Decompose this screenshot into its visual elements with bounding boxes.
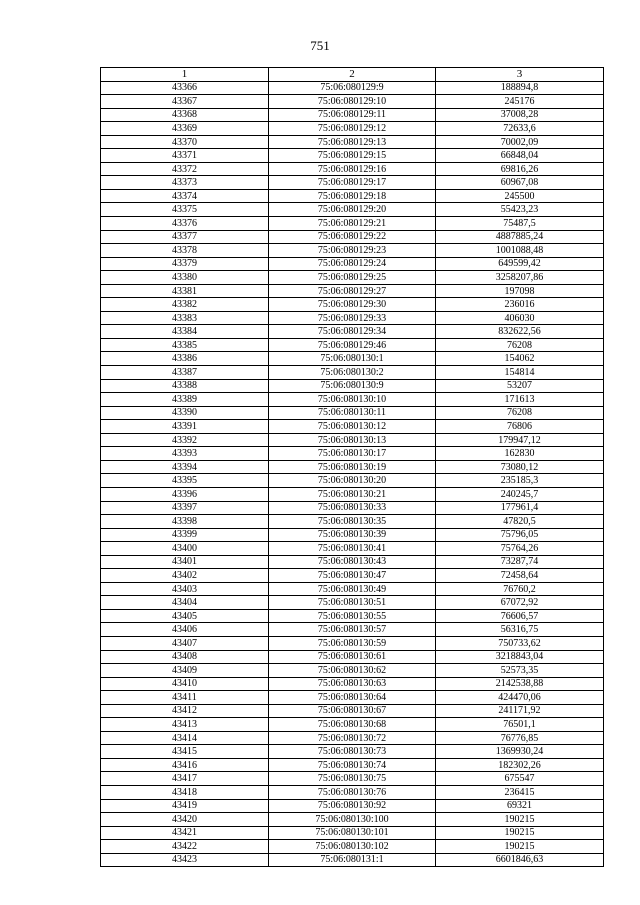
cell-value: 67072,92 [436, 596, 604, 610]
table-row [101, 433, 604, 447]
table-row [101, 379, 604, 393]
cell-number: 43395 [101, 474, 269, 488]
table-row [101, 189, 604, 203]
cell-cadastral-number: 75:06:080130:64 [269, 691, 436, 705]
cell-value: 75796,05 [436, 528, 604, 542]
table-row [101, 420, 604, 434]
table-row [101, 745, 604, 759]
cell-number: 43371 [101, 149, 269, 163]
cell-cadastral-number: 75:06:080129:21 [269, 217, 436, 231]
table-row [101, 108, 604, 122]
cell-cadastral-number: 75:06:080130:101 [269, 826, 436, 840]
table-row [101, 271, 604, 285]
cell-cadastral-number: 75:06:080130:57 [269, 623, 436, 637]
cell-value: 37008,28 [436, 108, 604, 122]
cell-number: 43394 [101, 460, 269, 474]
cell-number: 43405 [101, 609, 269, 623]
table-row [101, 284, 604, 298]
cell-number: 43399 [101, 528, 269, 542]
cell-cadastral-number: 75:06:080129:16 [269, 162, 436, 176]
table-row [101, 731, 604, 745]
cell-cadastral-number: 75:06:080130:17 [269, 447, 436, 461]
cell-number: 43388 [101, 379, 269, 393]
cell-value: 3218843,04 [436, 650, 604, 664]
table-row [101, 555, 604, 569]
table-row [101, 135, 604, 149]
cell-cadastral-number: 75:06:080129:20 [269, 203, 436, 217]
table-row [101, 840, 604, 854]
column-header: 3 [436, 68, 604, 82]
cell-cadastral-number: 75:06:080130:102 [269, 840, 436, 854]
cell-number: 43401 [101, 555, 269, 569]
table-row [101, 650, 604, 664]
cell-cadastral-number: 75:06:080131:1 [269, 853, 436, 867]
cell-cadastral-number: 75:06:080129:30 [269, 298, 436, 312]
cell-cadastral-number: 75:06:080130:72 [269, 731, 436, 745]
cell-cadastral-number: 75:06:080129:15 [269, 149, 436, 163]
cell-cadastral-number: 75:06:080130:10 [269, 393, 436, 407]
table-header [101, 68, 604, 82]
cell-cadastral-number: 75:06:080130:9 [269, 379, 436, 393]
cell-cadastral-number: 75:06:080129:9 [269, 81, 436, 95]
cell-number: 43421 [101, 826, 269, 840]
cell-value: 76501,1 [436, 718, 604, 732]
table-row [101, 609, 604, 623]
table-row [101, 95, 604, 109]
cell-cadastral-number: 75:06:080129:13 [269, 135, 436, 149]
cell-value: 235185,3 [436, 474, 604, 488]
cell-value: 245500 [436, 189, 604, 203]
cell-cadastral-number: 75:06:080130:2 [269, 366, 436, 380]
cell-number: 43393 [101, 447, 269, 461]
table-row [101, 691, 604, 705]
cell-value: 424470,06 [436, 691, 604, 705]
cell-number: 43374 [101, 189, 269, 203]
cell-number: 43389 [101, 393, 269, 407]
cell-number: 43418 [101, 785, 269, 799]
table-row [101, 704, 604, 718]
cell-cadastral-number: 75:06:080130:74 [269, 758, 436, 772]
table-row [101, 718, 604, 732]
cell-value: 182302,26 [436, 758, 604, 772]
cell-number: 43400 [101, 542, 269, 556]
table-row [101, 217, 604, 231]
table-row [101, 664, 604, 678]
table-row [101, 501, 604, 515]
table-row [101, 406, 604, 420]
cell-number: 43366 [101, 81, 269, 95]
cell-value: 52573,35 [436, 664, 604, 678]
cell-value: 154814 [436, 366, 604, 380]
cell-number: 43406 [101, 623, 269, 637]
cell-number: 43414 [101, 731, 269, 745]
cell-number: 43387 [101, 366, 269, 380]
table-row [101, 487, 604, 501]
cell-number: 43402 [101, 569, 269, 583]
cell-value: 2142538,88 [436, 677, 604, 691]
cell-number: 43403 [101, 582, 269, 596]
table-row [101, 460, 604, 474]
cell-cadastral-number: 75:06:080130:55 [269, 609, 436, 623]
table-row [101, 596, 604, 610]
cell-cadastral-number: 75:06:080130:63 [269, 677, 436, 691]
cell-number: 43422 [101, 840, 269, 854]
table-row [101, 244, 604, 258]
cell-number: 43420 [101, 813, 269, 827]
table-row [101, 853, 604, 867]
cell-number: 43407 [101, 636, 269, 650]
cell-value: 76776,85 [436, 731, 604, 745]
table-row [101, 122, 604, 136]
cell-number: 43383 [101, 311, 269, 325]
cell-number: 43411 [101, 691, 269, 705]
cell-cadastral-number: 75:06:080130:43 [269, 555, 436, 569]
cell-number: 43404 [101, 596, 269, 610]
cell-number: 43397 [101, 501, 269, 515]
cell-number: 43376 [101, 217, 269, 231]
cell-value: 236016 [436, 298, 604, 312]
cell-value: 1001088,48 [436, 244, 604, 258]
table-row [101, 826, 604, 840]
table-row [101, 758, 604, 772]
table-row [101, 799, 604, 813]
cell-number: 43412 [101, 704, 269, 718]
cell-value: 76806 [436, 420, 604, 434]
cell-value: 675547 [436, 772, 604, 786]
cell-number: 43384 [101, 325, 269, 339]
cell-number: 43419 [101, 799, 269, 813]
cell-value: 241171,92 [436, 704, 604, 718]
cell-number: 43396 [101, 487, 269, 501]
cell-cadastral-number: 75:06:080129:33 [269, 311, 436, 325]
cell-value: 75487,5 [436, 217, 604, 231]
table-row [101, 636, 604, 650]
cell-value: 171613 [436, 393, 604, 407]
page-number: 751 [310, 38, 330, 53]
cell-value: 177961,4 [436, 501, 604, 515]
table-row [101, 474, 604, 488]
cell-value: 179947,12 [436, 433, 604, 447]
cell-number: 43378 [101, 244, 269, 258]
cell-value: 6601846,63 [436, 853, 604, 867]
cell-value: 162830 [436, 447, 604, 461]
table-row [101, 311, 604, 325]
cell-value: 154062 [436, 352, 604, 366]
cell-value: 56316,75 [436, 623, 604, 637]
cell-number: 43377 [101, 230, 269, 244]
cell-value: 73080,12 [436, 460, 604, 474]
cell-value: 76208 [436, 338, 604, 352]
cell-number: 43385 [101, 338, 269, 352]
table-row [101, 325, 604, 339]
table-row [101, 366, 604, 380]
cell-value: 188894,8 [436, 81, 604, 95]
table-row [101, 393, 604, 407]
cell-number: 43408 [101, 650, 269, 664]
cell-value: 3258207,86 [436, 271, 604, 285]
cell-value: 190215 [436, 813, 604, 827]
table-row [101, 785, 604, 799]
cell-number: 43379 [101, 257, 269, 271]
cell-cadastral-number: 75:06:080130:59 [269, 636, 436, 650]
cell-cadastral-number: 75:06:080130:49 [269, 582, 436, 596]
cell-cadastral-number: 75:06:080130:100 [269, 813, 436, 827]
cell-number: 43423 [101, 853, 269, 867]
table-row [101, 162, 604, 176]
cell-cadastral-number: 75:06:080129:22 [269, 230, 436, 244]
cell-cadastral-number: 75:06:080130:68 [269, 718, 436, 732]
cell-number: 43416 [101, 758, 269, 772]
cell-value: 649599,42 [436, 257, 604, 271]
cell-value: 69321 [436, 799, 604, 813]
cell-cadastral-number: 75:06:080130:19 [269, 460, 436, 474]
table-row [101, 677, 604, 691]
cell-value: 53207 [436, 379, 604, 393]
column-header: 1 [101, 68, 269, 82]
cell-cadastral-number: 75:06:080130:51 [269, 596, 436, 610]
cell-number: 43381 [101, 284, 269, 298]
cell-value: 406030 [436, 311, 604, 325]
cell-value: 245176 [436, 95, 604, 109]
cell-value: 750733,62 [436, 636, 604, 650]
table-row [101, 582, 604, 596]
table-row [101, 203, 604, 217]
cell-cadastral-number: 75:06:080130:13 [269, 433, 436, 447]
cell-number: 43410 [101, 677, 269, 691]
cell-value: 1369930,24 [436, 745, 604, 759]
table-row [101, 230, 604, 244]
cell-cadastral-number: 75:06:080129:23 [269, 244, 436, 258]
cell-value: 72633,6 [436, 122, 604, 136]
cell-cadastral-number: 75:06:080130:73 [269, 745, 436, 759]
cell-cadastral-number: 75:06:080130:11 [269, 406, 436, 420]
cell-value: 190215 [436, 840, 604, 854]
cell-value: 70002,09 [436, 135, 604, 149]
cell-number: 43372 [101, 162, 269, 176]
table-row [101, 515, 604, 529]
cell-cadastral-number: 75:06:080130:39 [269, 528, 436, 542]
cell-number: 43367 [101, 95, 269, 109]
cell-cadastral-number: 75:06:080130:21 [269, 487, 436, 501]
cell-number: 43382 [101, 298, 269, 312]
cell-value: 240245,7 [436, 487, 604, 501]
cell-value: 832622,56 [436, 325, 604, 339]
cell-cadastral-number: 75:06:080129:24 [269, 257, 436, 271]
cell-number: 43417 [101, 772, 269, 786]
cell-cadastral-number: 75:06:080130:62 [269, 664, 436, 678]
cell-number: 43375 [101, 203, 269, 217]
cell-cadastral-number: 75:06:080130:61 [269, 650, 436, 664]
cell-value: 60967,08 [436, 176, 604, 190]
cell-cadastral-number: 75:06:080129:10 [269, 95, 436, 109]
cell-value: 75764,26 [436, 542, 604, 556]
cell-number: 43413 [101, 718, 269, 732]
cell-cadastral-number: 75:06:080129:12 [269, 122, 436, 136]
cell-value: 236415 [436, 785, 604, 799]
table-row [101, 352, 604, 366]
cell-number: 43392 [101, 433, 269, 447]
table-row [101, 623, 604, 637]
cell-cadastral-number: 75:06:080129:34 [269, 325, 436, 339]
cell-value: 76208 [436, 406, 604, 420]
table-row [101, 149, 604, 163]
cell-cadastral-number: 75:06:080129:27 [269, 284, 436, 298]
table-row [101, 176, 604, 190]
cell-cadastral-number: 75:06:080130:47 [269, 569, 436, 583]
cell-number: 43380 [101, 271, 269, 285]
cell-cadastral-number: 75:06:080130:92 [269, 799, 436, 813]
cell-number: 43391 [101, 420, 269, 434]
cell-value: 66848,04 [436, 149, 604, 163]
cell-value: 4887885,24 [436, 230, 604, 244]
cell-value: 72458,64 [436, 569, 604, 583]
cell-number: 43390 [101, 406, 269, 420]
cell-number: 43373 [101, 176, 269, 190]
cell-number: 43368 [101, 108, 269, 122]
cell-number: 43398 [101, 515, 269, 529]
cell-value: 197098 [436, 284, 604, 298]
data-table [100, 67, 604, 867]
cell-cadastral-number: 75:06:080129:11 [269, 108, 436, 122]
cell-value: 76606,57 [436, 609, 604, 623]
table-row [101, 528, 604, 542]
cell-cadastral-number: 75:06:080130:12 [269, 420, 436, 434]
table-row [101, 813, 604, 827]
cell-cadastral-number: 75:06:080130:76 [269, 785, 436, 799]
cell-value: 55423,23 [436, 203, 604, 217]
cell-number: 43369 [101, 122, 269, 136]
cell-cadastral-number: 75:06:080129:46 [269, 338, 436, 352]
table-row [101, 772, 604, 786]
cell-cadastral-number: 75:06:080130:20 [269, 474, 436, 488]
cell-cadastral-number: 75:06:080130:67 [269, 704, 436, 718]
cell-cadastral-number: 75:06:080130:1 [269, 352, 436, 366]
cell-number: 43370 [101, 135, 269, 149]
header-row [101, 68, 604, 82]
cell-value: 190215 [436, 826, 604, 840]
cell-number: 43386 [101, 352, 269, 366]
cell-number: 43415 [101, 745, 269, 759]
table-row [101, 338, 604, 352]
cell-cadastral-number: 75:06:080129:25 [269, 271, 436, 285]
cell-value: 76760,2 [436, 582, 604, 596]
cell-cadastral-number: 75:06:080130:41 [269, 542, 436, 556]
table-body [101, 81, 604, 867]
column-header: 2 [269, 68, 436, 82]
cell-value: 73287,74 [436, 555, 604, 569]
cell-value: 69816,26 [436, 162, 604, 176]
table-row [101, 569, 604, 583]
table-row [101, 257, 604, 271]
cell-cadastral-number: 75:06:080130:35 [269, 515, 436, 529]
table-row [101, 542, 604, 556]
cell-cadastral-number: 75:06:080130:75 [269, 772, 436, 786]
cell-cadastral-number: 75:06:080130:33 [269, 501, 436, 515]
table-row [101, 447, 604, 461]
table-row [101, 298, 604, 312]
cell-cadastral-number: 75:06:080129:18 [269, 189, 436, 203]
cell-value: 47820,5 [436, 515, 604, 529]
cell-number: 43409 [101, 664, 269, 678]
cell-cadastral-number: 75:06:080129:17 [269, 176, 436, 190]
table-row [101, 81, 604, 95]
